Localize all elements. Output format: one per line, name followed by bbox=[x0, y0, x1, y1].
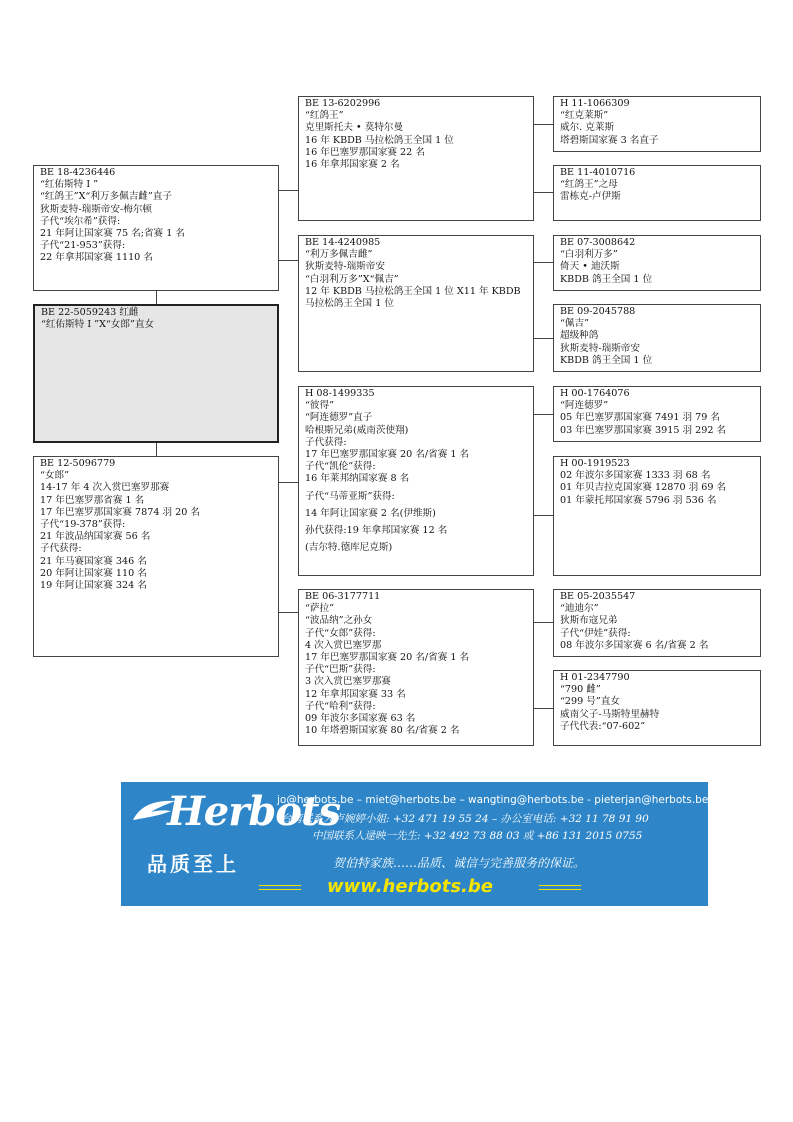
pedigree-line: 02 年波尔多国家赛 1333 羽 68 名 bbox=[560, 470, 711, 482]
pedigree-line: 05 年巴塞罗那国家赛 7491 羽 79 名 bbox=[560, 412, 721, 424]
pedigree-line: 超级种鸽 bbox=[560, 330, 599, 342]
pedigree-line: BE 09-2045788 bbox=[560, 306, 636, 317]
pedigree-line: “阿连德罗”直子 bbox=[305, 412, 373, 424]
pedigree-box-dam-sire-dam bbox=[553, 456, 761, 576]
connector-ss-down bbox=[534, 192, 553, 193]
pedigree-line: BE 11-4010716 bbox=[560, 167, 636, 178]
banner-rule-right-2 bbox=[539, 889, 581, 890]
pedigree-box-dam-dam-dam bbox=[553, 670, 761, 746]
connector-dam-up bbox=[279, 482, 298, 483]
pedigree-line: BE 14-4240985 bbox=[305, 237, 381, 248]
connector-sd-up bbox=[534, 262, 553, 263]
pedigree-line: 12 年拿邦国家赛 33 名 bbox=[305, 688, 406, 700]
pedigree-line: 倚天 • 迪沃斯 bbox=[560, 261, 620, 273]
pedigree-box-dam bbox=[33, 456, 279, 657]
connector-sire-up bbox=[279, 190, 298, 191]
connector-dd-up bbox=[534, 622, 553, 623]
pedigree-line: 19 年阿让国家赛 324 名 bbox=[40, 580, 147, 592]
pedigree-box-dam-dam-sire bbox=[553, 589, 761, 657]
banner-rule-left bbox=[259, 885, 301, 886]
pedigree-box-sire-dam-dam bbox=[553, 304, 761, 372]
pedigree-line: 4 次入赏巴塞罗那 bbox=[305, 639, 382, 651]
herbots-banner bbox=[121, 782, 708, 906]
pedigree-line: H 00-1919523 bbox=[560, 458, 630, 469]
pedigree-line: “佩吉” bbox=[560, 318, 589, 330]
pedigree-line: BE 22-5059243 红雌 bbox=[41, 307, 139, 318]
pedigree-line: 雷栋克-卢伊斯 bbox=[560, 191, 621, 203]
pedigree-line: 子代代表:“07-602” bbox=[560, 720, 646, 732]
pedigree-line: “白羽利万多”X“佩吉” bbox=[305, 273, 399, 285]
pedigree-line: 16 年拿邦国家赛 2 名 bbox=[305, 159, 400, 171]
pedigree-line: 子代“21-953”获得: bbox=[40, 240, 126, 252]
pedigree-line: 14-17 年 4 次入赏巴塞罗那赛 bbox=[40, 482, 170, 494]
pedigree-line: 狄斯麦特-瑞斯帝安-梅尔顿 bbox=[40, 203, 153, 215]
connector-sire-down bbox=[279, 260, 298, 261]
pedigree-line: 子代“女郎”获得: bbox=[305, 627, 376, 639]
pedigree-line: 子代“哈利”获得: bbox=[305, 700, 376, 712]
pedigree-line: BE 12-5096779 bbox=[40, 458, 116, 469]
pedigree-box-dam-sire bbox=[298, 386, 534, 576]
pedigree-line: 21 年马赛国家赛 346 名 bbox=[40, 555, 147, 567]
pedigree-line: 17 年巴塞罗那国家赛 20 名/省赛 1 名 bbox=[305, 652, 470, 664]
pedigree-line: BE 18-4236446 bbox=[40, 167, 116, 178]
pedigree-line: 10 年塔碧斯国家赛 80 名/省赛 2 名 bbox=[305, 725, 460, 737]
pedigree-line: 威南父子-马斯特里赫特 bbox=[560, 708, 660, 720]
pedigree-line: BE 13-6202996 bbox=[305, 98, 381, 109]
pedigree-line: “白羽利万多” bbox=[560, 249, 618, 261]
herbots-logo: Herbots bbox=[167, 788, 340, 835]
pedigree-line: 22 年拿邦国家赛 1110 名 bbox=[40, 252, 153, 264]
banner-emails: jo@herbots.be – miet@herbots.be – wangting@herbots.be - pieterjan@herbots.be bbox=[277, 794, 708, 806]
connector-ds-up bbox=[534, 414, 553, 415]
pedigree-line: H 08-1499335 bbox=[305, 388, 375, 399]
pedigree-line: 克里斯托夫 • 莫特尔曼 bbox=[305, 122, 404, 134]
connector-dd-down bbox=[534, 708, 553, 709]
pedigree-line: 21 年波品纳国家赛 56 名 bbox=[40, 531, 151, 543]
pedigree-line: “女郎” bbox=[40, 470, 69, 482]
pedigree-line: 马拉松鸽王全国 1 位 bbox=[305, 298, 394, 310]
pedigree-box-dam-dam bbox=[298, 589, 534, 746]
pedigree-line: 16 年巴塞罗那国家赛 22 名 bbox=[305, 146, 425, 158]
pedigree-line: 01 年蒙托邦国家赛 5796 羽 536 名 bbox=[560, 494, 717, 506]
connector-ss-up bbox=[534, 124, 553, 125]
connector-ds-down bbox=[534, 515, 553, 516]
pedigree-line: “红佑斯特 I ”X“女郎”直女 bbox=[41, 319, 155, 331]
banner-taiwan-contact: 台湾联系人卢婉婷小姐: +32 471 19 55 24 – 办公室电话: +32 11 78 91 90 bbox=[281, 813, 649, 825]
pedigree-line: 3 次入赏巴塞罗那赛 bbox=[305, 676, 391, 688]
pedigree-line: 03 年巴塞罗那国家赛 3915 羽 292 名 bbox=[560, 424, 727, 436]
pedigree-line: 哈根斯兄弟(威南茨使翔) bbox=[305, 424, 409, 436]
pedigree-line: 狄斯麦特-瑞斯帝安 bbox=[560, 342, 640, 354]
pedigree-box-dam-sire-sire bbox=[553, 386, 761, 442]
connector-dam-down bbox=[279, 612, 298, 613]
pedigree-line: 16 年 KBDB 马拉松鸽王全国 1 位 bbox=[305, 134, 454, 146]
pedigree-line: 狄斯麦特-瑞斯帝安 bbox=[305, 261, 385, 273]
pedigree-line: “红克莱斯” bbox=[560, 110, 609, 122]
pedigree-line: 子代“巴斯”获得: bbox=[305, 664, 376, 676]
pedigree-line: H 01-2347790 bbox=[560, 672, 630, 683]
banner-slogan: 品质至上 bbox=[147, 852, 239, 876]
pedigree-line: 子代获得: bbox=[305, 436, 347, 448]
pedigree-line: (吉尔特.德库尼克斯) bbox=[305, 542, 393, 554]
pedigree-box-sire-sire-sire bbox=[553, 96, 761, 152]
pedigree-line: “红鸽王”之母 bbox=[560, 179, 618, 191]
pedigree-line: 12 年 KBDB 马拉松鸽王全国 1 位 X11 年 KBDB bbox=[305, 285, 521, 297]
pedigree-line: BE 07-3008642 bbox=[560, 237, 636, 248]
pedigree-line: KBDB 鸽王全国 1 位 bbox=[560, 273, 653, 285]
pedigree-line: 08 年波尔多国家赛 6 名/省赛 2 名 bbox=[560, 639, 709, 651]
pedigree-line: 子代获得: bbox=[40, 543, 82, 555]
connector-sd-down bbox=[534, 338, 553, 339]
pedigree-line: 14 年阿让国家赛 2 名(伊维斯) bbox=[305, 507, 436, 519]
pedigree-box-subject bbox=[33, 304, 279, 443]
pedigree-line: BE 06-3177711 bbox=[305, 591, 381, 602]
pedigree-line: 子代“凯伦”获得: bbox=[305, 461, 376, 473]
connector-subject-dam bbox=[156, 443, 157, 456]
banner-china-contact: 中国联系人逯映一先生: +32 492 73 88 03 或 +86 131 2015 0755 bbox=[312, 830, 643, 842]
banner-website[interactable]: www.herbots.be bbox=[327, 876, 493, 897]
pedigree-line: 威尔. 克莱斯 bbox=[560, 122, 615, 134]
pedigree-line: 09 年波尔多国家赛 63 名 bbox=[305, 713, 416, 725]
pedigree-line: 17 年巴塞罗那国家赛 20 名/省赛 1 名 bbox=[305, 449, 470, 461]
pedigree-line: 孙代获得:19 年拿邦国家赛 12 名 bbox=[305, 525, 448, 537]
pedigree-line: 子代“19-378”获得: bbox=[40, 519, 126, 531]
pedigree-line: “利万多佩吉雌” bbox=[305, 249, 373, 261]
pedigree-line: KBDB 鸽王全国 1 位 bbox=[560, 354, 653, 366]
connector-subject-sire bbox=[156, 291, 157, 304]
pedigree-line: “红鸽王”X“利万多佩吉雌”直子 bbox=[40, 191, 172, 203]
pedigree-box-sire bbox=[33, 165, 279, 291]
pedigree-line: “790 雌” bbox=[560, 684, 601, 696]
pedigree-box-sire-sire bbox=[298, 96, 534, 221]
pedigree-line: H 11-1066309 bbox=[560, 98, 630, 109]
pedigree-line: 20 年阿让国家赛 110 名 bbox=[40, 567, 147, 579]
pedigree-line: 01 年贝吉拉克国家赛 12870 羽 69 名 bbox=[560, 482, 727, 494]
pedigree-line: “波品纳”之孙女 bbox=[305, 615, 373, 627]
pedigree-line: 子代“埃尔希”获得: bbox=[40, 215, 121, 227]
pedigree-line: BE 05-2035547 bbox=[560, 591, 636, 602]
pedigree-line: “红鸽王” bbox=[305, 110, 344, 122]
pedigree-box-sire-sire-dam bbox=[553, 165, 761, 221]
pedigree-line: “彼得” bbox=[305, 400, 334, 412]
pedigree-line: “萨拉” bbox=[305, 603, 334, 615]
pedigree-line: 子代“伊娃”获得: bbox=[560, 627, 631, 639]
pedigree-box-sire-dam-sire bbox=[553, 235, 761, 291]
pedigree-line: 塔碧斯国家赛 3 名直子 bbox=[560, 134, 659, 146]
pedigree-line: 狄斯布寇兄弟 bbox=[560, 615, 618, 627]
banner-tagline: 贺伯特家族……品质、诚信与完善服务的保证。 bbox=[333, 856, 586, 870]
pedigree-line: 21 年阿让国家赛 75 名;省赛 1 名 bbox=[40, 228, 185, 240]
pedigree-line: 16 年莱邦纳国家赛 8 名 bbox=[305, 473, 410, 485]
pedigree-line: 子代“马蒂亚斯”获得: bbox=[305, 490, 395, 502]
pedigree-line: “迪迪尔” bbox=[560, 603, 599, 615]
pedigree-line: H 00-1764076 bbox=[560, 388, 630, 399]
pedigree-line: “红佑斯特 I ” bbox=[40, 179, 99, 191]
pedigree-line: 17 年巴塞罗那省赛 1 名 bbox=[40, 494, 145, 506]
banner-rule-right bbox=[539, 885, 581, 886]
pedigree-line: “299 号”直女 bbox=[560, 696, 620, 708]
pedigree-box-sire-dam bbox=[298, 235, 534, 372]
pedigree-line: “阿连德罗” bbox=[560, 400, 609, 412]
pedigree-line: 17 年巴塞罗那国家赛 7874 羽 20 名 bbox=[40, 506, 201, 518]
banner-rule-left-2 bbox=[259, 889, 301, 890]
